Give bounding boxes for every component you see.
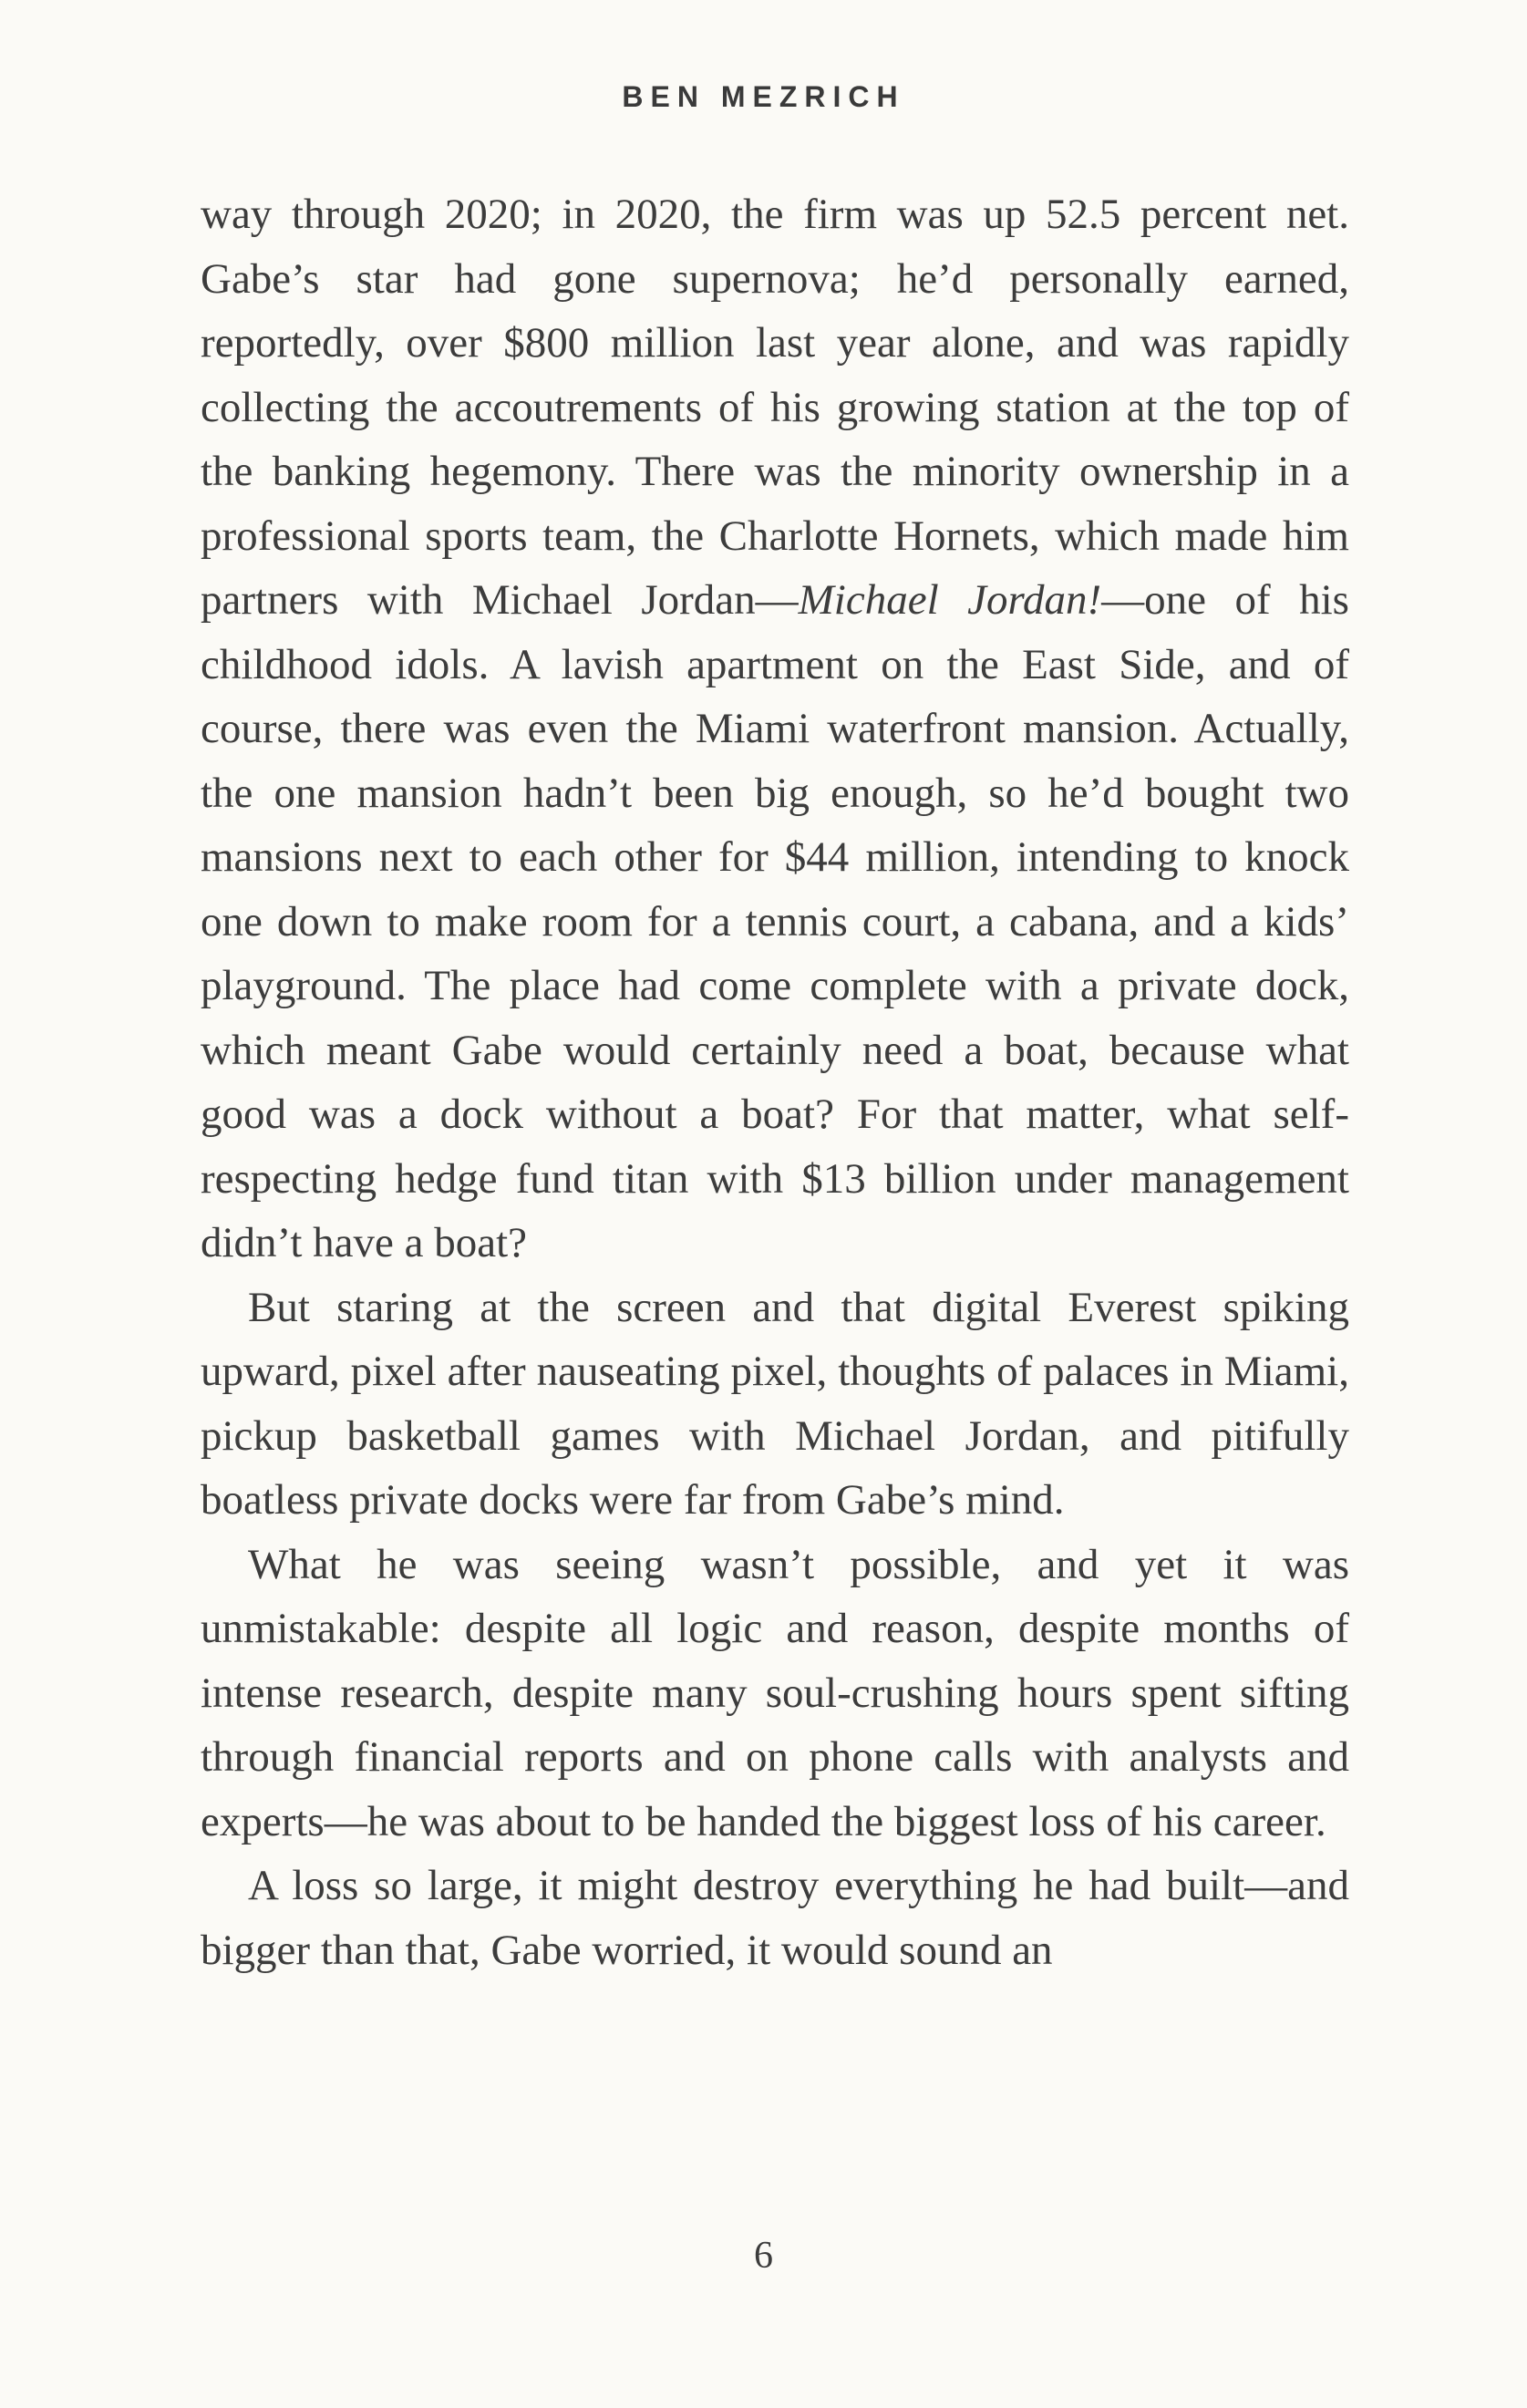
- paragraph-1-italic: Michael Jordan!: [798, 576, 1102, 624]
- paragraph-4: A loss so large, it might destroy everything he had built—and bigger than that, Gabe worried, it would sound an: [201, 1862, 1349, 1974]
- running-head: BEN MEZRICH: [622, 80, 905, 113]
- paragraph-3: What he was seeing wasn’t possible, and yet it was unmistakable: despite all logic and reason, despite months of intense research, despite many soul-crushing hours spent sifting through financial reports and on phone calls with analysts and experts—he was about to be handed the biggest loss of his career.: [201, 1540, 1349, 1845]
- paragraph-1-text-b: —one of his childhood idols. A lavish apartment on the East Side, and of course, there was even the Miami waterfront mansion. Actually, the one mansion hadn’t been big enough, so he’d bought two mansions next to each other for $44 million, intending to knock one down to make room for a tennis court, a cabana, and a kids’ playground. The place had come complete with a private dock, which meant Gabe would certainly need a boat, because what good was a dock without a boat? For that matter, what self-respecting hedge fund titan with $13 billion under management didn’t have a boat?: [201, 576, 1349, 1266]
- paragraph-1-text-a: way through 2020; in 2020, the firm was up 52.5 percent net. Gabe’s star had gone supernova; he’d personally earned, reportedly, over $800 million last year alone, and was rapidly collecting the accoutrements of his growing station at the top of the banking hegemony. There was the minority ownership in a professional sports team, the Charlotte Hornets, which made him partners with Michael Jordan—: [201, 191, 1349, 624]
- paragraph-1: [201, 182, 1349, 1276]
- body-text: [201, 182, 1349, 1982]
- paragraph-2: But staring at the screen and that digital Everest spiking upward, pixel after nauseating pixel, thoughts of palaces in Miami, pickup basketball games with Michael Jordan, and pitifully boatless private docks were far from Gabe’s mind.: [201, 1283, 1349, 1524]
- page-number: 6: [754, 2235, 773, 2277]
